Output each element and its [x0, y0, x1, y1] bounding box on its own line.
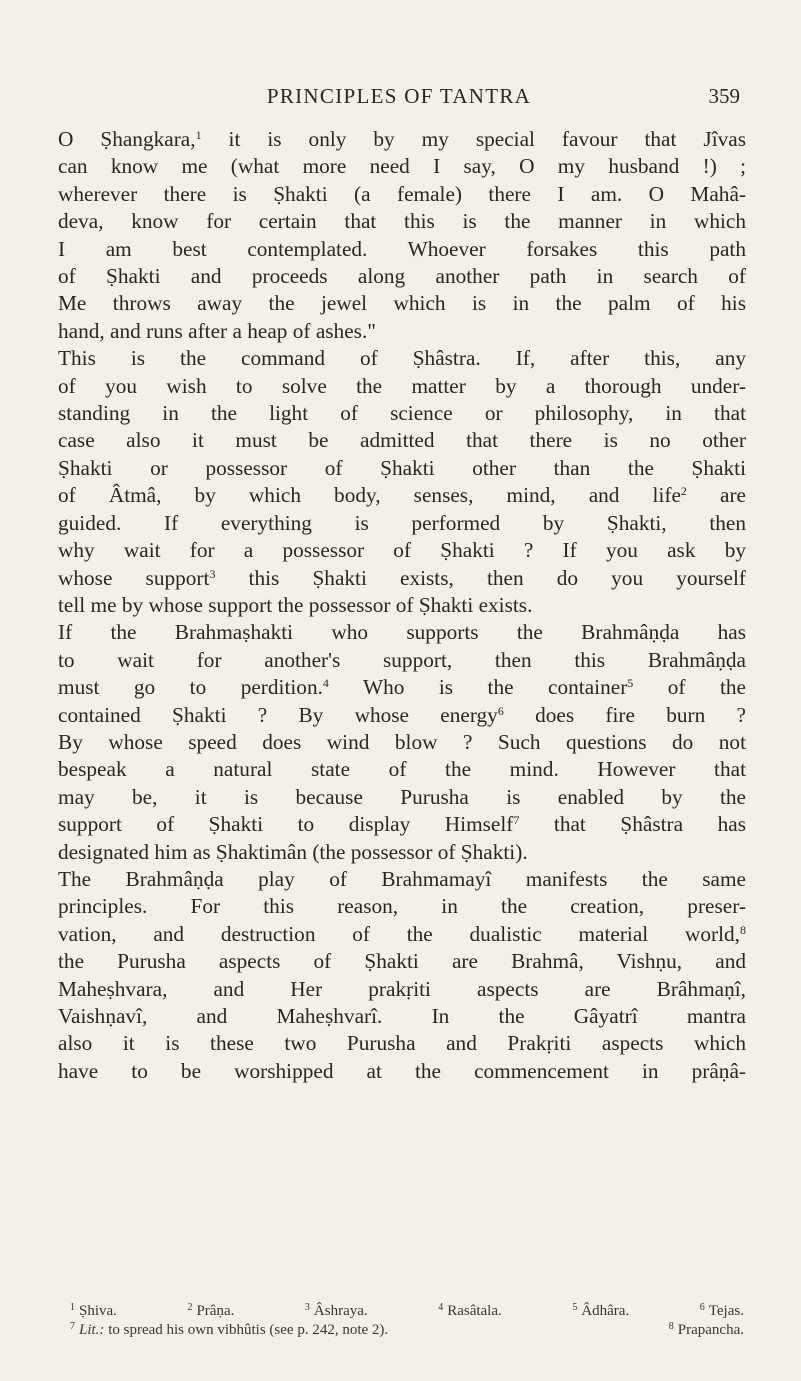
text-segment: I am best contemplated. Whoever forsakes this path: [58, 236, 746, 261]
text-segment: Ṣhakti or possessor of Ṣhakti other than the Ṣhakti: [58, 455, 746, 480]
text-segment: of Âtmâ, by which body, senses, mind, and life: [58, 483, 681, 508]
text-line: [58, 400, 746, 427]
text-line: [58, 208, 746, 235]
text-segment: why wait for a possessor of Ṣhakti ? If you ask by: [58, 538, 746, 563]
text-line: [58, 729, 746, 756]
text-segment: vation, and destruction of the dualistic material world,: [58, 921, 740, 946]
footnote-text: to spread his own vibhûtis (see p. 242, note 2).: [104, 1322, 389, 1338]
text-segment: wherever there is Ṣhakti (a female) there I am. O Mahâ-: [58, 181, 746, 206]
text-segment: this Ṣhakti exists, then do you yourself: [215, 565, 746, 590]
text-line: [58, 153, 746, 180]
footnote-item: [305, 1302, 368, 1321]
text-line: [58, 674, 746, 701]
footnote-item: [438, 1302, 502, 1321]
running-title: PRINCIPLES OF TANTRA: [266, 84, 532, 108]
footnote-item: [70, 1302, 117, 1321]
text-line: [58, 647, 746, 674]
text-segment: Who is the container: [328, 675, 628, 700]
footnote-text: Âshraya.: [313, 1303, 368, 1319]
text-segment: are: [686, 483, 747, 508]
body-text: [58, 126, 746, 1085]
footnote-text: Rasâtala.: [447, 1303, 502, 1319]
text-line: [58, 236, 746, 263]
text-segment: O Ṣhangkara,: [58, 127, 196, 151]
text-line: [58, 921, 746, 948]
text-segment: tell me by whose support the possessor of Ṣhakti exists.: [58, 592, 533, 617]
footnote-marker: 4: [322, 676, 329, 691]
text-line: [58, 592, 746, 619]
text-segment: the Purusha aspects of Ṣhakti are Brahmâ, Vishṇu, and: [58, 949, 746, 974]
footnote-text: Prapancha.: [677, 1322, 744, 1338]
text-segment: that Ṣhâstra has: [519, 812, 746, 837]
footnote-line: [70, 1321, 744, 1340]
footnote-number: 1: [70, 1302, 75, 1313]
text-line: [58, 455, 746, 482]
text-line: [58, 976, 746, 1003]
text-line: [58, 839, 746, 866]
footnote-number: 8: [668, 1321, 674, 1332]
footnote-marker: 7: [513, 813, 520, 828]
text-line: [58, 1003, 746, 1030]
footnote-marker: 3: [209, 566, 216, 581]
footnote-number: 7: [70, 1321, 75, 1332]
text-line: [58, 510, 746, 537]
footnote-number: 3: [304, 1302, 310, 1313]
footnote-marker: 5: [627, 676, 634, 691]
footnote-text: Âdhâra.: [581, 1303, 630, 1319]
text-line: [58, 948, 746, 975]
footnote-item: [187, 1302, 234, 1321]
text-segment: Maheṣhvara, and Her prakṛiti aspects are Brâhmaṇî,: [58, 976, 746, 1001]
footnote-number: 4: [438, 1302, 444, 1313]
text-segment: Vaishṇavî, and Maheṣhvarî. In the Gâyatrî mantra: [58, 1004, 746, 1028]
text-segment: to wait for another's support, then this Brahmâṇḍa: [58, 647, 746, 672]
text-line: [58, 619, 746, 646]
text-segment: designated him as Ṣhaktimân (the possessor of Ṣhakti).: [58, 839, 528, 864]
text-segment: deva, know for certain that this is the manner in which: [58, 209, 746, 234]
text-line: [58, 811, 746, 838]
text-line: [58, 318, 746, 345]
footnote-line: [70, 1302, 744, 1321]
footnote-number: 2: [187, 1302, 193, 1313]
text-segment: By whose speed does wind blow ? Such questions do not: [58, 729, 746, 754]
text-line: [58, 1058, 746, 1085]
footnote-text: Tejas.: [708, 1303, 744, 1319]
text-segment: This is the command of Ṣhâstra. If, after this, any: [58, 346, 746, 371]
text-line: [58, 565, 746, 592]
text-segment: must go to perdition.: [58, 675, 323, 700]
text-line: [58, 290, 746, 317]
text-line: [58, 373, 746, 400]
text-segment: case also it must be admitted that there is no other: [58, 428, 746, 453]
text-segment: of Ṣhakti and proceeds along another path in search of: [58, 264, 746, 289]
text-line: [58, 345, 746, 372]
text-line: [58, 702, 746, 729]
footnote-text: Prâṇa.: [196, 1303, 235, 1319]
footnote-marker: 1: [195, 128, 202, 142]
text-segment: The Brahmâṇḍa play of Brahmamayî manifests the same: [58, 866, 746, 891]
text-segment: have to be worshipped at the commencement in prâṇâ-: [58, 1058, 746, 1083]
text-line: [58, 181, 746, 208]
footnote-item: [700, 1302, 744, 1321]
text-line: [58, 784, 746, 811]
running-head: [58, 84, 740, 114]
text-segment: whose support: [58, 565, 210, 590]
text-line: [58, 537, 746, 564]
text-segment: also it is these two Purusha and Prakṛiti aspects which: [58, 1031, 746, 1056]
text-segment: guided. If everything is performed by Ṣhakti, then: [58, 510, 746, 535]
footnote-marker: 2: [680, 484, 687, 499]
text-segment: bespeak a natural state of the mind. However that: [58, 757, 746, 782]
text-segment: contained Ṣhakti ? By whose energy: [58, 702, 498, 727]
text-segment: Me throws away the jewel which is in the palm of his: [58, 291, 746, 316]
footnote-italic: Lit.:: [79, 1322, 105, 1338]
page-number: 359: [708, 84, 740, 108]
footnote-text: Ṣhiva.: [79, 1303, 117, 1319]
text-segment: support of Ṣhakti to display Himself: [58, 812, 514, 837]
text-segment: it is only by my special favour that Jîvas: [201, 127, 746, 151]
footnotes: [70, 1302, 744, 1340]
text-line: [58, 893, 746, 920]
text-segment: can know me (what more need I say, O my husband !) ;: [58, 154, 746, 179]
footnote-number: 5: [572, 1302, 578, 1313]
footnote-number: 6: [699, 1302, 705, 1313]
text-line: [58, 866, 746, 893]
text-line: [58, 1030, 746, 1057]
text-segment: If the Brahmaṣhakti who supports the Brahmâṇḍa has: [58, 620, 746, 645]
text-line: [58, 482, 746, 509]
text-segment: standing in the light of science or philosophy, in that: [58, 401, 746, 426]
text-segment: of the: [633, 675, 746, 700]
text-line: [58, 427, 746, 454]
text-line: [58, 126, 746, 153]
text-segment: does fire burn ?: [503, 702, 746, 727]
footnote-item: [669, 1321, 744, 1340]
footnote-item: [572, 1302, 629, 1321]
footnote-item: [70, 1321, 388, 1340]
text-segment: of you wish to solve the matter by a thorough under-: [58, 373, 746, 398]
text-segment: hand, and runs after a heap of ashes.": [58, 318, 376, 343]
footnote-marker: 8: [740, 922, 746, 937]
text-line: [58, 263, 746, 290]
text-segment: may be, it is because Purusha is enabled by the: [58, 784, 746, 809]
footnote-marker: 6: [497, 703, 504, 718]
text-line: [58, 756, 746, 783]
text-segment: principles. For this reason, in the creation, preser-: [58, 894, 746, 919]
